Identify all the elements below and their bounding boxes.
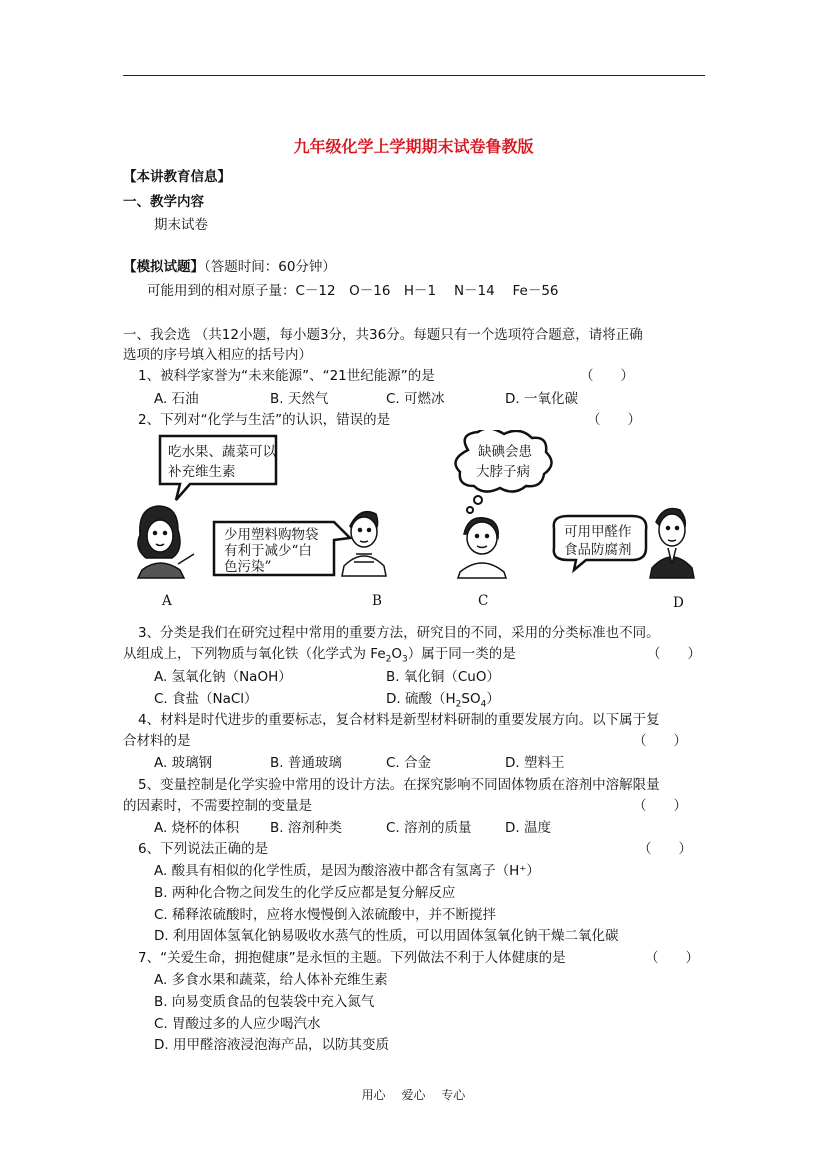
q4-option-a: A. 玻璃钢 [154, 755, 213, 771]
bubble-b-line3: 色污染” [224, 559, 272, 575]
bubble-b-line1: 少用塑料购物袋 [224, 527, 319, 543]
q3-o4-subscript: 4 [480, 699, 487, 710]
page-footer: 用心 爱心 专心 [361, 1088, 466, 1102]
q7-option-a: A. 多食水果和蔬菜，给人体补充维生素 [154, 972, 388, 988]
label-c: C [478, 593, 489, 609]
q3-line2-post: ）属于同一类的是 [407, 646, 516, 662]
q7-answer-blank: （ ） [645, 950, 699, 966]
part1-intro-line1: 一、我会选 （共12小题，每小题3分，共36分。每题只有一个选项符合题意，请将正确 [123, 327, 643, 343]
q7-option-d: D. 用甲醛溶液浸泡海产品，以防其变质 [154, 1037, 389, 1053]
q6-option-c: C. 稀释浓硫酸时，应将水慢慢倒入浓硫酸中，并不断搅拌 [154, 907, 497, 923]
q3-fe-subscript: 2 [385, 654, 392, 665]
q6-stem: 6、下列说法正确的是 [138, 841, 269, 857]
q1-option-b: B. 天然气 [270, 391, 329, 407]
teaching-content-value: 期末试卷 [154, 217, 208, 233]
q3-option-d [386, 687, 500, 710]
bubble-d-line1: 可用甲醛作 [564, 524, 632, 540]
bubble-b-line2: 有利于减少“白 [224, 543, 312, 559]
q6-answer-blank: （ ） [638, 841, 692, 857]
person-d-man-icon [650, 509, 694, 579]
person-b-boy-icon [342, 512, 386, 576]
bubble-d-line2: 食品防腐剂 [564, 542, 632, 558]
label-d: D [673, 595, 684, 610]
q4-line2: 合材料的是 [123, 733, 191, 749]
person-c-boy-icon [458, 518, 506, 578]
bubble-c-line1: 缺碘会患 [478, 444, 532, 460]
q3-option-d-mid: SO [461, 691, 481, 707]
q5-option-c: C. 溶剂的质量 [386, 820, 472, 836]
info-heading: 【本讲教育信息】 [123, 169, 231, 185]
label-a: A [162, 593, 172, 609]
q3-option-c: C. 食盐（NaCl） [154, 691, 258, 707]
section-teaching-content: 一、教学内容 [123, 194, 204, 210]
q3-h-subscript: 2 [455, 699, 462, 710]
page-title: 九年级化学上学期期末试卷鲁教版 [293, 137, 534, 156]
q5-option-a: A. 烧杯的体积 [154, 820, 240, 836]
q4-option-c: C. 合金 [386, 755, 432, 771]
q5-line2: 的因素时，不需要控制的变量是 [123, 798, 312, 814]
q6-option-b: B. 两种化合物之间发生的化学反应都是复分解反应 [154, 885, 456, 901]
q7-option-b: B. 向易变质食品的包装袋中充入氮气 [154, 994, 375, 1010]
q2-cartoon-illustration [128, 430, 703, 610]
q3-option-d-post: ） [486, 691, 500, 707]
q1-option-a: A. 石油 [154, 391, 199, 407]
q5-line1: 5、变量控制是化学实验中常用的设计方法。在探究影响不同固体物质在溶剂中溶解限量 [138, 777, 660, 793]
q7-option-c: C. 胃酸过多的人应少喝汽水 [154, 1016, 321, 1032]
label-b: B [372, 593, 382, 609]
q3-oxygen: O [391, 646, 402, 662]
q3-option-d-pre: D. 硫酸（H [386, 691, 456, 707]
q4-line1: 4、材料是时代进步的重要标志，复合材料是新型材料研制的重要发展方向。以下属于复 [138, 712, 660, 728]
person-a-girl-icon [138, 506, 194, 578]
q2-stem: 2、下列对“化学与生活”的认识，错误的是 [138, 412, 391, 428]
q3-line2 [123, 642, 516, 665]
q1-answer-blank: （ ） [580, 368, 634, 384]
q3-option-a: A. 氢氧化钠（NaOH） [154, 669, 292, 685]
q3-option-b: B. 氧化铜（CuO） [386, 669, 500, 685]
q5-option-b: B. 溶剂种类 [270, 820, 342, 836]
thought-dot-1 [474, 496, 482, 504]
bubble-a-line1: 吃水果、蔬菜可以 [168, 444, 276, 460]
q1-stem: 1、被科学家誉为“未来能源”、“21世纪能源”的是 [138, 368, 435, 384]
q4-option-b: B. 普通玻璃 [270, 755, 342, 771]
header-rule [123, 75, 705, 76]
sim-heading-line [123, 255, 336, 275]
q3-answer-blank: （ ） [647, 646, 701, 662]
q1-option-d: D. 一氧化碳 [505, 391, 578, 407]
thought-bubble-c [456, 430, 552, 492]
q1-option-c: C. 可燃冰 [386, 391, 445, 407]
q2-answer-blank: （ ） [587, 412, 641, 428]
q4-answer-blank: （ ） [633, 733, 687, 749]
q5-option-d: D. 温度 [505, 820, 551, 836]
q3-line1: 3、分类是我们在研究过程中常用的重要方法，研究目的不同，采用的分类标准也不同。 [138, 625, 660, 641]
sim-time: （答题时间：60分钟） [204, 259, 336, 275]
q4-option-d: D. 塑料王 [505, 755, 565, 771]
bubble-c-line2: 大脖子病 [476, 464, 530, 480]
part1-intro-line2: 选项的序号填入相应的括号内） [123, 347, 312, 363]
q6-option-a: A. 酸具有相似的化学性质，是因为酸溶液中都含有氢离子（H⁺） [154, 863, 540, 879]
q5-answer-blank: （ ） [633, 798, 687, 814]
sim-heading: 【模拟试题】 [123, 259, 204, 275]
bubble-a-line2: 补充维生素 [168, 464, 236, 480]
thought-dot-2 [467, 507, 473, 513]
q7-stem: 7、“关爱生命，拥抱健康”是永恒的主题。下列做法不利于人体健康的是 [138, 950, 566, 966]
q3-o-subscript: 3 [402, 654, 408, 665]
q3-line2-pre: 从组成上，下列物质与氧化铁（化学式为 Fe [123, 646, 386, 662]
atomic-masses: 可能用到的相对原子量：C－12 O－16 H－1 N－14 Fe－56 [147, 283, 559, 299]
q6-option-d: D. 利用固体氢氧化钠易吸收水蒸气的性质，可以用固体氢氧化钠干燥二氧化碳 [154, 928, 619, 944]
